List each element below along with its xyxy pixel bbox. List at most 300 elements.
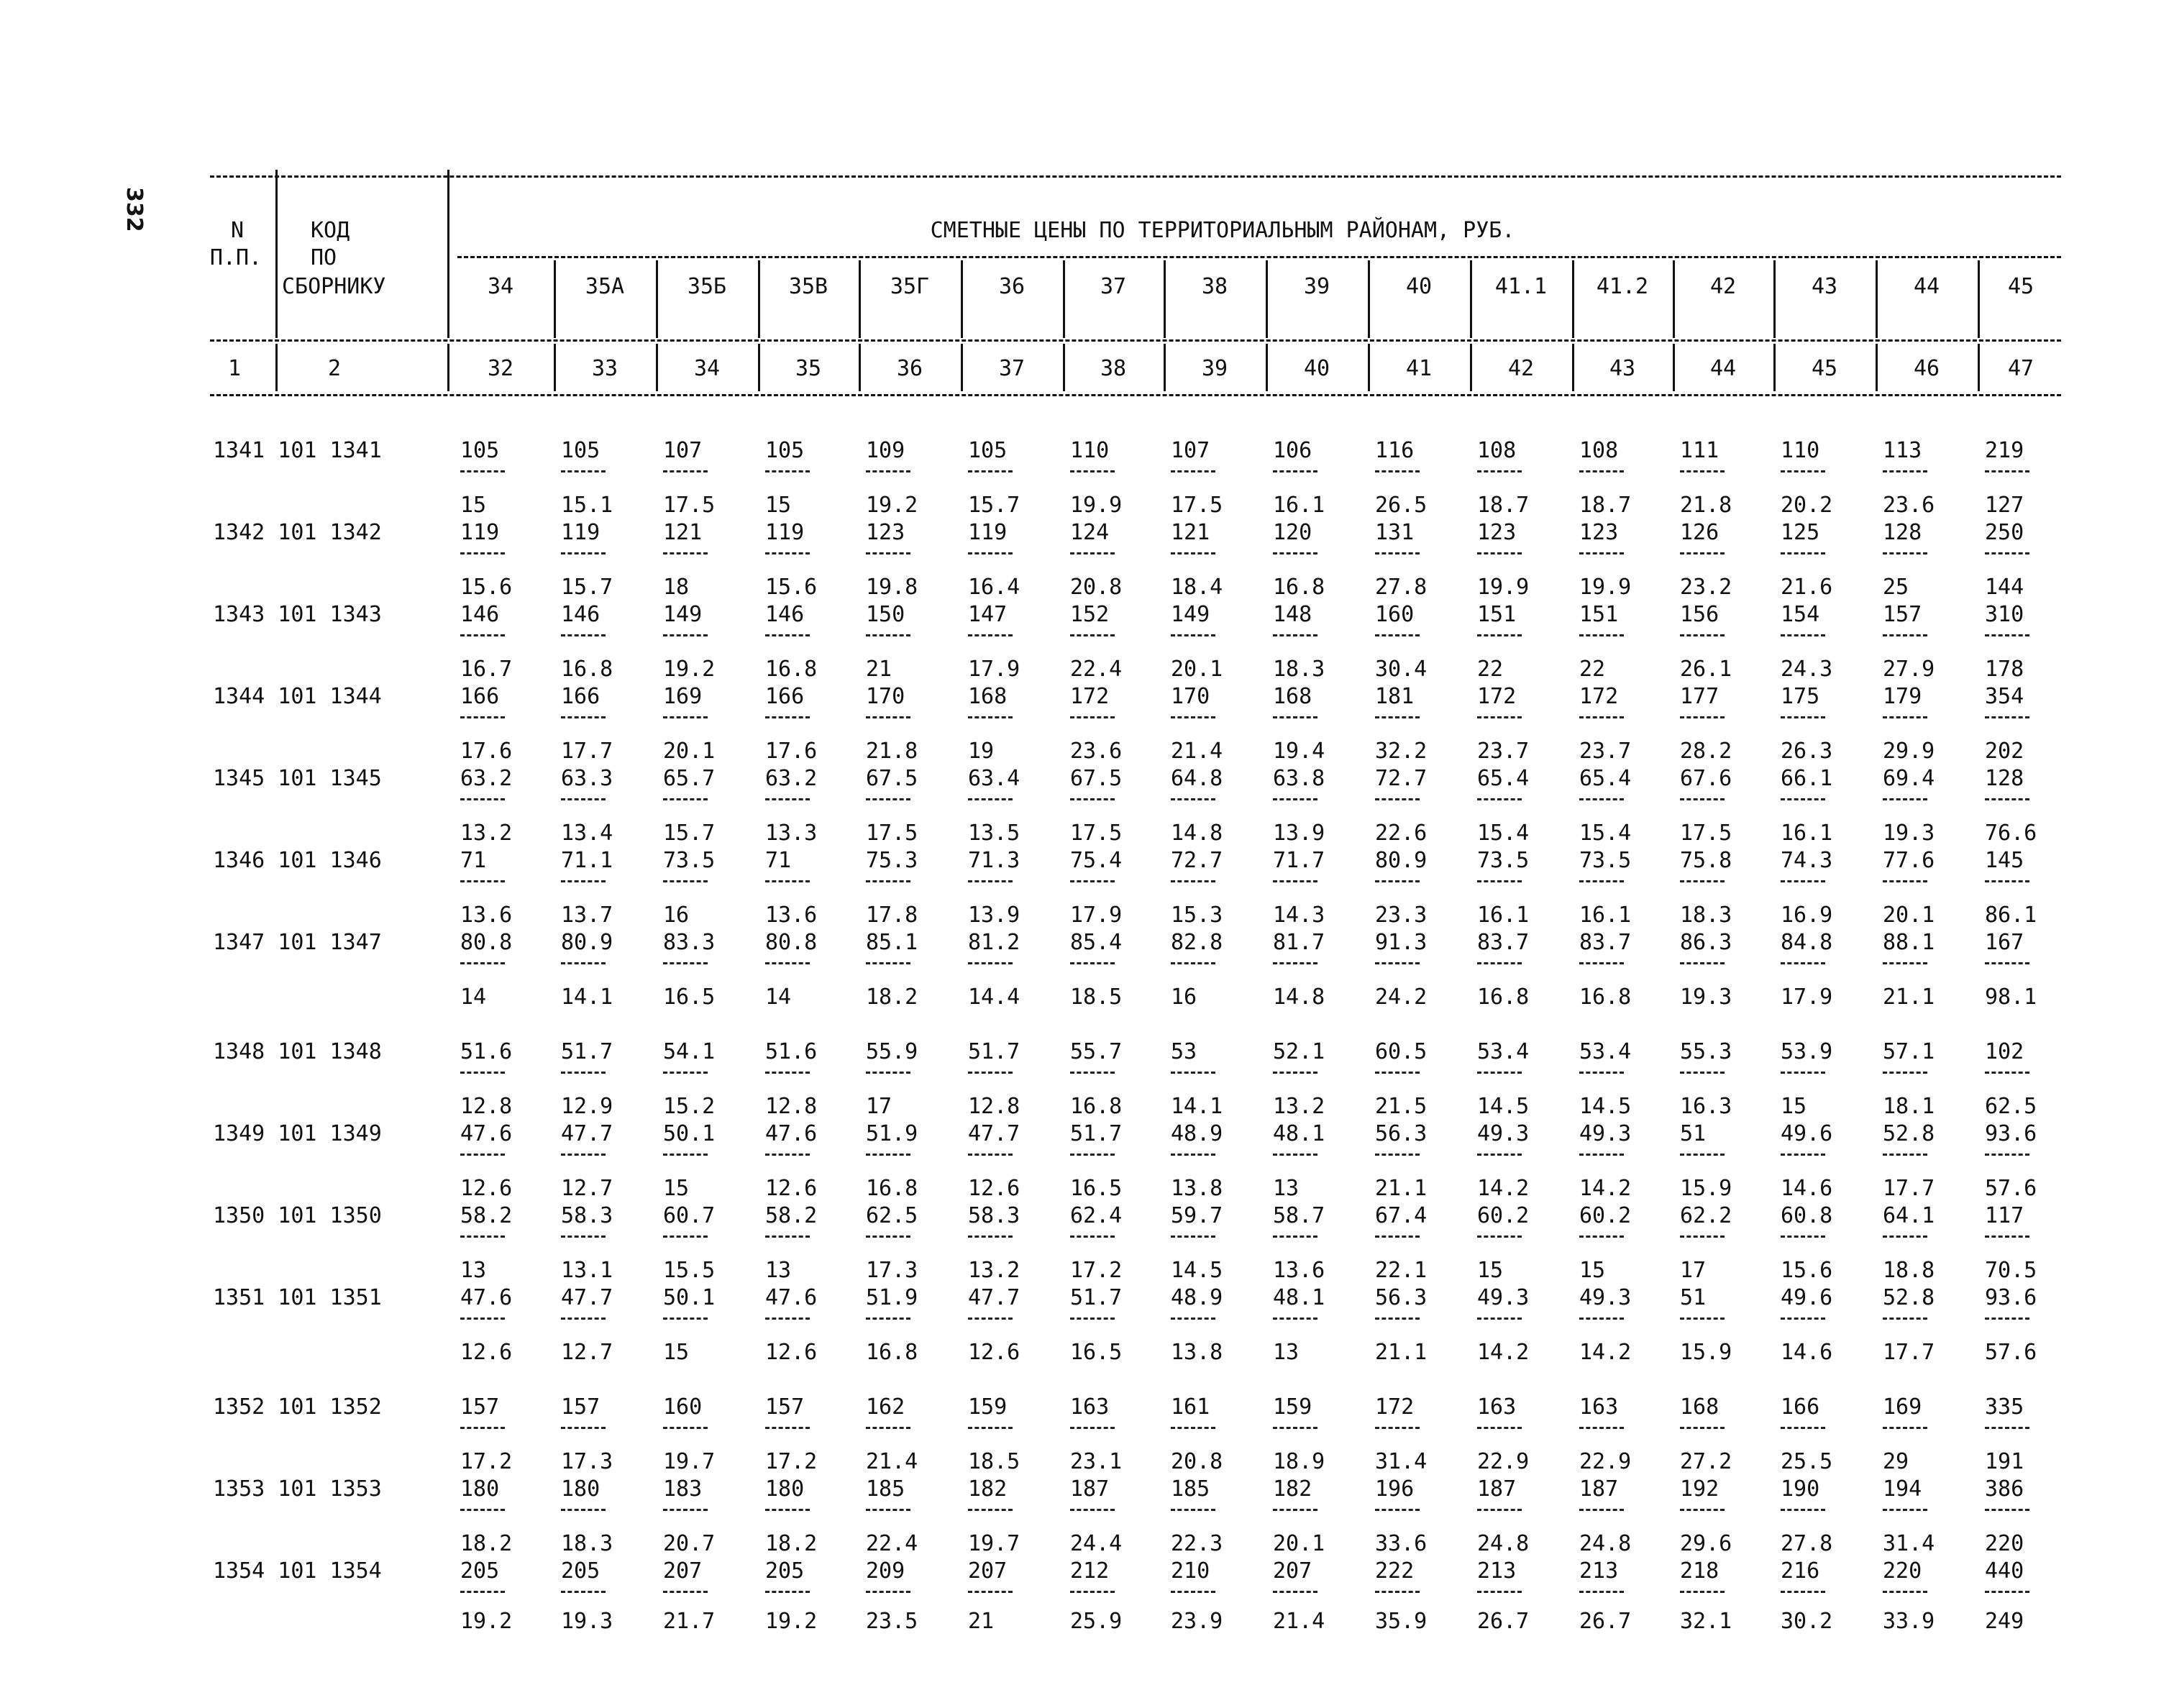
price-value: 32.1 xyxy=(1680,1609,1732,1634)
price-value: 16.5 xyxy=(1070,1176,1123,1201)
price-value: 170 xyxy=(866,684,905,709)
column-divider xyxy=(1572,260,1574,338)
fraction-bar xyxy=(460,962,505,964)
price-value: 18.7 xyxy=(1477,493,1530,518)
price-value: 71 xyxy=(765,848,792,873)
price-value: 16.8 xyxy=(866,1176,918,1201)
header-code-line1: КОД xyxy=(311,218,350,243)
price-value: 49.3 xyxy=(1477,1121,1530,1146)
fraction-bar xyxy=(1171,1236,1215,1238)
price-value: 25.5 xyxy=(1781,1449,1833,1474)
fraction-bar xyxy=(460,880,505,882)
price-value: 29 xyxy=(1883,1449,1909,1474)
price-value: 16.9 xyxy=(1781,903,1833,928)
price-value: 58.2 xyxy=(765,1203,818,1228)
column-number: 33 xyxy=(591,356,618,381)
column-divider xyxy=(1470,260,1472,338)
fraction-bar xyxy=(1680,880,1725,882)
price-value: 149 xyxy=(663,602,703,627)
price-value: 20.1 xyxy=(663,739,716,764)
price-value: 146 xyxy=(561,602,600,627)
price-value: 85.1 xyxy=(866,930,918,955)
price-value: 172 xyxy=(1477,684,1517,709)
price-value: 58.3 xyxy=(561,1203,613,1228)
fraction-bar xyxy=(1477,1509,1522,1511)
fraction-bar xyxy=(866,716,910,718)
price-value: 47.7 xyxy=(561,1121,613,1146)
price-value: 16.8 xyxy=(1070,1094,1123,1119)
price-value: 19.9 xyxy=(1579,575,1632,600)
price-value: 62.5 xyxy=(1985,1094,2037,1119)
fraction-bar xyxy=(968,1236,1013,1238)
column-divider xyxy=(1876,260,1878,338)
price-value: 47.7 xyxy=(968,1121,1020,1146)
column-number: 47 xyxy=(2007,356,2034,381)
price-value: 21.8 xyxy=(866,739,918,764)
price-value: 220 xyxy=(1985,1531,2024,1556)
price-value: 18.7 xyxy=(1579,493,1632,518)
column-divider xyxy=(1978,260,1980,338)
price-value: 17.5 xyxy=(1171,493,1223,518)
fraction-bar xyxy=(1985,1591,2029,1593)
price-value: 18.3 xyxy=(1680,903,1732,928)
title-rule xyxy=(457,256,2061,258)
price-value: 182 xyxy=(1273,1476,1312,1502)
price-value: 30.4 xyxy=(1375,657,1428,682)
price-value: 60.5 xyxy=(1375,1039,1428,1064)
price-value: 25.9 xyxy=(1070,1609,1123,1634)
price-value: 207 xyxy=(1273,1558,1312,1584)
fraction-bar xyxy=(1579,1509,1624,1511)
price-value: 13.2 xyxy=(460,821,513,846)
price-value: 23.3 xyxy=(1375,903,1428,928)
price-value: 67.5 xyxy=(1070,766,1123,791)
price-value: 19.2 xyxy=(765,1609,818,1634)
fraction-bar xyxy=(663,962,708,964)
price-value: 166 xyxy=(460,684,500,709)
price-value: 15 xyxy=(1579,1258,1606,1283)
price-value: 75.8 xyxy=(1680,848,1732,873)
price-value: 51.7 xyxy=(1070,1121,1123,1146)
fraction-bar xyxy=(1781,1427,1825,1429)
price-value: 53.9 xyxy=(1781,1039,1833,1064)
column-number: 35 xyxy=(795,356,822,381)
fraction-bar xyxy=(1070,1427,1115,1429)
fraction-bar xyxy=(1273,1317,1317,1320)
price-value: 75.4 xyxy=(1070,848,1123,873)
fraction-bar xyxy=(1070,1509,1115,1511)
price-value: 67.5 xyxy=(866,766,918,791)
price-value: 26.5 xyxy=(1375,493,1428,518)
fraction-bar xyxy=(1070,470,1115,472)
fraction-bar xyxy=(1477,552,1522,554)
fraction-bar xyxy=(968,798,1013,800)
price-value: 17 xyxy=(1680,1258,1707,1283)
price-value: 110 xyxy=(1781,438,1820,463)
price-value: 15.4 xyxy=(1579,821,1632,846)
column-divider xyxy=(1063,344,1065,391)
price-value: 121 xyxy=(1171,520,1210,545)
fraction-bar xyxy=(1273,1591,1317,1593)
fraction-bar xyxy=(460,798,505,800)
price-value: 58.2 xyxy=(460,1203,513,1228)
fraction-bar xyxy=(765,798,810,800)
price-value: 60.2 xyxy=(1477,1203,1530,1228)
price-value: 16.1 xyxy=(1273,493,1325,518)
row-code: 1352 101 1352 xyxy=(213,1394,382,1420)
price-value: 145 xyxy=(1985,848,2024,873)
column-divider xyxy=(656,260,658,338)
district-header: 41.2 xyxy=(1596,274,1649,299)
price-value: 166 xyxy=(765,684,805,709)
price-value: 49.3 xyxy=(1477,1285,1530,1310)
price-value: 15.7 xyxy=(968,493,1020,518)
price-value: 18.3 xyxy=(561,1531,613,1556)
fraction-bar xyxy=(1171,716,1215,718)
price-value: 47.6 xyxy=(460,1285,513,1310)
row-code: 1346 101 1346 xyxy=(213,848,382,873)
price-value: 15.6 xyxy=(1781,1258,1833,1283)
fraction-bar xyxy=(1781,1236,1825,1238)
fraction-bar xyxy=(1781,716,1825,718)
column-number: 41 xyxy=(1405,356,1433,381)
fraction-bar xyxy=(866,1427,910,1429)
price-value: 16.1 xyxy=(1477,903,1530,928)
row-code: 1350 101 1350 xyxy=(213,1203,382,1228)
fraction-bar xyxy=(765,880,810,882)
price-value: 55.3 xyxy=(1680,1039,1732,1064)
price-value: 17.9 xyxy=(968,657,1020,682)
price-value: 67.4 xyxy=(1375,1203,1428,1228)
price-value: 169 xyxy=(663,684,703,709)
price-value: 167 xyxy=(1985,930,2024,955)
price-value: 12.6 xyxy=(968,1176,1020,1201)
price-value: 22.6 xyxy=(1375,821,1428,846)
price-value: 15.6 xyxy=(765,575,818,600)
price-value: 14.4 xyxy=(968,985,1020,1010)
price-value: 58.3 xyxy=(968,1203,1020,1228)
price-value: 19.9 xyxy=(1477,575,1530,600)
price-value: 13.6 xyxy=(1273,1258,1325,1283)
column-divider xyxy=(859,260,861,338)
price-value: 105 xyxy=(460,438,500,463)
price-value: 19.2 xyxy=(460,1609,513,1634)
fraction-bar xyxy=(1171,962,1215,964)
price-value: 48.1 xyxy=(1273,1285,1325,1310)
price-value: 16.5 xyxy=(1070,1340,1123,1365)
column-divider xyxy=(961,344,963,391)
fraction-bar xyxy=(663,1236,708,1238)
price-value: 80.9 xyxy=(561,930,613,955)
fraction-bar xyxy=(968,1591,1013,1593)
column-number: 45 xyxy=(1811,356,1838,381)
price-value: 185 xyxy=(866,1476,905,1502)
fraction-bar xyxy=(765,962,810,964)
price-value: 105 xyxy=(561,438,600,463)
price-value: 81.7 xyxy=(1273,930,1325,955)
fraction-bar xyxy=(1273,1427,1317,1429)
fraction-bar xyxy=(1680,1427,1725,1429)
fraction-bar xyxy=(1273,962,1317,964)
price-value: 13 xyxy=(765,1258,792,1283)
price-value: 77.6 xyxy=(1883,848,1935,873)
price-value: 107 xyxy=(1171,438,1210,463)
price-value: 13 xyxy=(460,1258,487,1283)
fraction-bar xyxy=(1680,962,1725,964)
fraction-bar xyxy=(1883,634,1927,636)
price-value: 205 xyxy=(561,1558,600,1584)
price-value: 49.3 xyxy=(1579,1285,1632,1310)
price-value: 152 xyxy=(1070,602,1110,627)
price-value: 24.3 xyxy=(1781,657,1833,682)
fraction-bar xyxy=(1579,1072,1624,1074)
column-divider xyxy=(447,170,449,338)
price-value: 60.7 xyxy=(663,1203,716,1228)
price-value: 125 xyxy=(1781,520,1820,545)
fraction-bar xyxy=(968,962,1013,964)
price-value: 205 xyxy=(765,1558,805,1584)
row-code: 1342 101 1342 xyxy=(213,520,382,545)
price-value: 146 xyxy=(765,602,805,627)
fraction-bar xyxy=(1985,1317,2029,1320)
price-value: 16.3 xyxy=(1680,1094,1732,1119)
price-value: 12.7 xyxy=(561,1340,613,1365)
column-divider xyxy=(1673,344,1675,391)
price-value: 57.1 xyxy=(1883,1039,1935,1064)
column-number: 38 xyxy=(1100,356,1127,381)
price-value: 74.3 xyxy=(1781,848,1833,873)
price-value: 207 xyxy=(663,1558,703,1584)
price-value: 23.9 xyxy=(1171,1609,1223,1634)
fraction-bar xyxy=(460,1427,505,1429)
price-value: 49.6 xyxy=(1781,1285,1833,1310)
price-value: 71 xyxy=(460,848,487,873)
price-value: 16.5 xyxy=(663,985,716,1010)
price-value: 71.7 xyxy=(1273,848,1325,873)
district-header: 35В xyxy=(788,274,828,299)
fraction-bar xyxy=(1985,798,2029,800)
fraction-bar xyxy=(1375,798,1420,800)
price-value: 62.4 xyxy=(1070,1203,1123,1228)
header-subrule xyxy=(210,339,2061,342)
district-header: 34 xyxy=(487,274,514,299)
price-value: 26.7 xyxy=(1579,1609,1632,1634)
price-value: 22.9 xyxy=(1579,1449,1632,1474)
price-value: 191 xyxy=(1985,1449,2024,1474)
district-header: 42 xyxy=(1709,274,1737,299)
price-value: 14 xyxy=(460,985,487,1010)
price-value: 14.2 xyxy=(1477,1176,1530,1201)
fraction-bar xyxy=(968,1072,1013,1074)
price-value: 219 xyxy=(1985,438,2024,463)
fraction-bar xyxy=(1273,1072,1317,1074)
price-value: 18.3 xyxy=(1273,657,1325,682)
fraction-bar xyxy=(561,1154,606,1156)
price-value: 47.6 xyxy=(765,1285,818,1310)
price-value: 310 xyxy=(1985,602,2024,627)
fraction-bar xyxy=(1883,716,1927,718)
fraction-bar xyxy=(866,798,910,800)
price-value: 14.5 xyxy=(1477,1094,1530,1119)
fraction-bar xyxy=(1680,552,1725,554)
price-value: 80.8 xyxy=(765,930,818,955)
price-value: 17.3 xyxy=(561,1449,613,1474)
fraction-bar xyxy=(968,1154,1013,1156)
column-divider xyxy=(275,344,278,391)
price-value: 83.7 xyxy=(1579,930,1632,955)
fraction-bar xyxy=(1070,1236,1115,1238)
price-value: 16.1 xyxy=(1781,821,1833,846)
price-value: 160 xyxy=(1375,602,1415,627)
price-value: 16.8 xyxy=(765,657,818,682)
fraction-bar xyxy=(561,1317,606,1320)
row-code: 1353 101 1353 xyxy=(213,1476,382,1502)
price-value: 51.7 xyxy=(561,1039,613,1064)
fraction-bar xyxy=(765,634,810,636)
fraction-bar xyxy=(663,1509,708,1511)
price-value: 51.7 xyxy=(1070,1285,1123,1310)
fraction-bar xyxy=(1070,1591,1115,1593)
fraction-bar xyxy=(1477,880,1522,882)
price-value: 25 xyxy=(1883,575,1909,600)
price-value: 93.6 xyxy=(1985,1121,2037,1146)
fraction-bar xyxy=(1883,962,1927,964)
column-number: 42 xyxy=(1507,356,1535,381)
price-value: 207 xyxy=(968,1558,1008,1584)
price-value: 28.2 xyxy=(1680,739,1732,764)
price-value: 12.6 xyxy=(765,1176,818,1201)
price-value: 168 xyxy=(1680,1394,1719,1420)
price-value: 216 xyxy=(1781,1558,1820,1584)
column-divider xyxy=(1773,344,1776,391)
price-value: 13.8 xyxy=(1171,1176,1223,1201)
price-value: 71.3 xyxy=(968,848,1020,873)
price-value: 166 xyxy=(1781,1394,1820,1420)
fraction-bar xyxy=(765,470,810,472)
fraction-bar xyxy=(1375,634,1420,636)
column-number: 36 xyxy=(896,356,923,381)
price-value: 210 xyxy=(1171,1558,1210,1584)
column-divider xyxy=(1673,260,1675,338)
price-value: 15.5 xyxy=(663,1258,716,1283)
fraction-bar xyxy=(1579,880,1624,882)
price-value: 73.5 xyxy=(663,848,716,873)
row-code: 1345 101 1345 xyxy=(213,766,382,791)
fraction-bar xyxy=(1273,1509,1317,1511)
fraction-bar xyxy=(968,634,1013,636)
column-divider xyxy=(1876,344,1878,391)
header-colnum-2: 2 xyxy=(327,356,342,381)
price-value: 157 xyxy=(765,1394,805,1420)
price-value: 47.7 xyxy=(968,1285,1020,1310)
fraction-bar xyxy=(1883,1427,1927,1429)
price-value: 21.1 xyxy=(1883,985,1935,1010)
price-value: 157 xyxy=(1883,602,1922,627)
fraction-bar xyxy=(1883,798,1927,800)
price-value: 31.4 xyxy=(1883,1531,1935,1556)
price-value: 19 xyxy=(968,739,995,764)
price-value: 18.2 xyxy=(866,985,918,1010)
price-value: 48.9 xyxy=(1171,1121,1223,1146)
price-value: 18.4 xyxy=(1171,575,1223,600)
price-value: 27.2 xyxy=(1680,1449,1732,1474)
fraction-bar xyxy=(866,470,910,472)
row-code: 1354 101 1354 xyxy=(213,1558,382,1584)
price-value: 16.8 xyxy=(561,657,613,682)
fraction-bar xyxy=(663,880,708,882)
fraction-bar xyxy=(1680,798,1725,800)
price-value: 26.3 xyxy=(1781,739,1833,764)
row-code: 1343 101 1343 xyxy=(213,602,382,627)
fraction-bar xyxy=(1171,470,1215,472)
price-value: 23.1 xyxy=(1070,1449,1123,1474)
price-value: 81.2 xyxy=(968,930,1020,955)
fraction-bar xyxy=(561,716,606,718)
price-value: 148 xyxy=(1273,602,1312,627)
price-value: 17.8 xyxy=(866,903,918,928)
fraction-bar xyxy=(1680,634,1725,636)
price-value: 194 xyxy=(1883,1476,1922,1502)
price-value: 21.1 xyxy=(1375,1176,1428,1201)
fraction-bar xyxy=(1477,1072,1522,1074)
price-value: 54.1 xyxy=(663,1039,716,1064)
column-divider xyxy=(447,344,449,391)
price-value: 20.8 xyxy=(1070,575,1123,600)
price-value: 48.1 xyxy=(1273,1121,1325,1146)
district-header: 36 xyxy=(998,274,1026,299)
column-number: 37 xyxy=(998,356,1026,381)
price-value: 121 xyxy=(663,520,703,545)
price-value: 23.6 xyxy=(1883,493,1935,518)
fraction-bar xyxy=(1477,1236,1522,1238)
price-value: 18.2 xyxy=(460,1531,513,1556)
fraction-bar xyxy=(1070,962,1115,964)
price-value: 93.6 xyxy=(1985,1285,2037,1310)
price-value: 20.1 xyxy=(1883,903,1935,928)
fraction-bar xyxy=(1171,1072,1215,1074)
fraction-bar xyxy=(1579,1591,1624,1593)
price-value: 15 xyxy=(663,1340,690,1365)
fraction-bar xyxy=(866,1591,910,1593)
price-value: 160 xyxy=(663,1394,703,1420)
price-value: 47.6 xyxy=(460,1121,513,1146)
price-value: 187 xyxy=(1070,1476,1110,1502)
column-number: 43 xyxy=(1609,356,1636,381)
price-value: 17.9 xyxy=(1781,985,1833,1010)
fraction-bar xyxy=(866,880,910,882)
fraction-bar xyxy=(968,470,1013,472)
price-value: 131 xyxy=(1375,520,1415,545)
fraction-bar xyxy=(1781,880,1825,882)
row-code: 1348 101 1348 xyxy=(213,1039,382,1064)
price-value: 166 xyxy=(561,684,600,709)
fraction-bar xyxy=(460,1072,505,1074)
price-value: 127 xyxy=(1985,493,2024,518)
price-value: 60.2 xyxy=(1579,1203,1632,1228)
fraction-bar xyxy=(1579,962,1624,964)
price-value: 17.5 xyxy=(1070,821,1123,846)
price-value: 179 xyxy=(1883,684,1922,709)
column-divider xyxy=(1063,260,1065,338)
price-value: 14.2 xyxy=(1579,1176,1632,1201)
price-value: 19.2 xyxy=(866,493,918,518)
price-value: 51.6 xyxy=(765,1039,818,1064)
price-value: 88.1 xyxy=(1883,930,1935,955)
price-value: 73.5 xyxy=(1477,848,1530,873)
district-header: 40 xyxy=(1405,274,1433,299)
price-value: 17 xyxy=(866,1094,892,1119)
price-value: 66.1 xyxy=(1781,766,1833,791)
